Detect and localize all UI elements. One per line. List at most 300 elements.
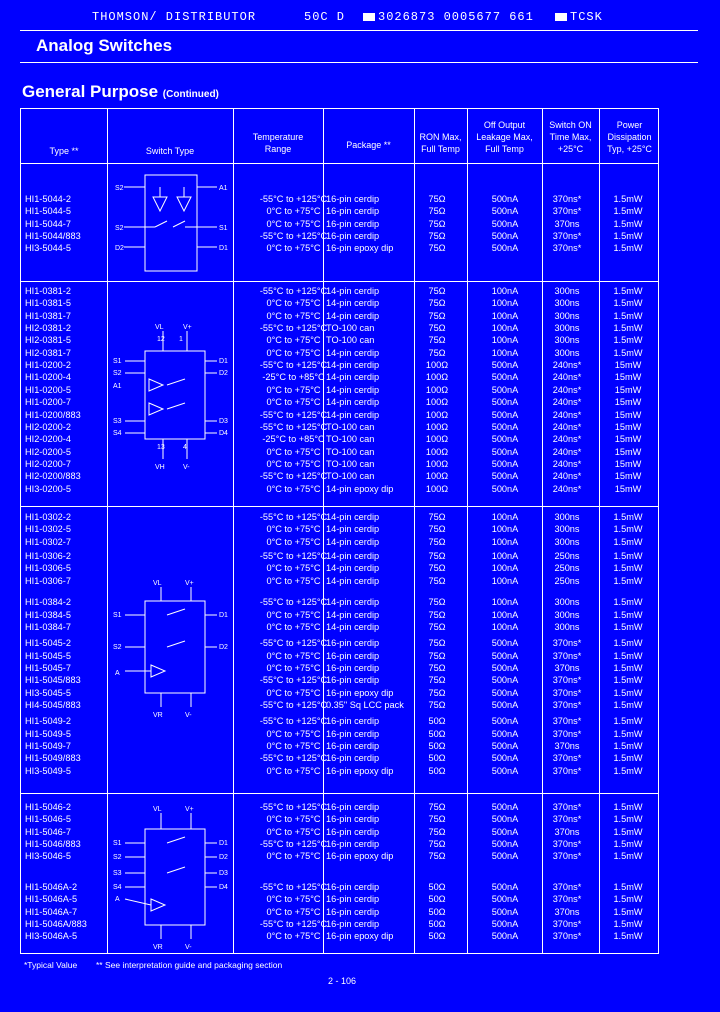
row-type: HI1-5049/883 — [25, 753, 81, 764]
row-switch-time: 300ns — [554, 335, 580, 346]
row-power: 1.5mW — [613, 638, 643, 649]
row-temp: 0°C to +75°C — [266, 931, 321, 942]
row-package: 16-pin cerdip — [326, 662, 380, 673]
svg-text:S2: S2 — [113, 854, 122, 861]
row-switch-time: 370ns* — [552, 728, 582, 739]
row-switch-time: 240ns* — [552, 458, 582, 469]
row-temp: 0°C to +75°C — [266, 650, 321, 661]
row-ron: 100Ω — [425, 483, 449, 494]
row-package: 16-pin epoxy dip — [326, 765, 394, 776]
row-package: 16-pin epoxy dip — [326, 687, 394, 698]
row-ron: 100Ω — [425, 397, 449, 408]
row-package: 14-pin cerdip — [326, 310, 380, 321]
row-switch-time: 300ns — [554, 323, 580, 333]
group-divider — [21, 281, 658, 282]
row-type: HI1-5049-7 — [25, 741, 71, 751]
row-temp: 0°C to +75°C — [266, 609, 321, 620]
row-leakage: 500nA — [491, 699, 519, 710]
pin-label-a1: A1 — [219, 185, 228, 192]
row-package: 16-pin cerdip — [326, 638, 380, 649]
row-package: 16-pin cerdip — [326, 675, 380, 686]
row-power: 15mW — [614, 421, 642, 432]
row-temp: -25°C to +85°C — [262, 434, 325, 445]
row-leakage: 100nA — [491, 310, 519, 321]
row-type: HI1-5046-2 — [25, 802, 71, 812]
row-switch-time: 300ns — [554, 286, 580, 296]
row-switch-time: 370ns* — [552, 931, 582, 942]
row-switch-time: 240ns* — [552, 483, 582, 494]
page-number: 2 - 106 — [328, 976, 357, 986]
row-power: 1.5mW — [613, 286, 643, 296]
row-leakage: 500nA — [491, 728, 519, 739]
row-type: HI3-0200-5 — [25, 483, 71, 494]
row-type: HI1-0200-5 — [25, 384, 71, 395]
row-power: 1.5mW — [613, 699, 643, 710]
row-leakage: 500nA — [491, 765, 519, 776]
row-power: 15mW — [614, 384, 642, 395]
row-temp: -55°C to +125°C — [259, 286, 328, 296]
row-temp: 0°C to +75°C — [266, 446, 321, 457]
row-package: 14-pin cerdip — [326, 512, 380, 522]
row-ron: 75Ω — [428, 575, 446, 586]
row-switch-time: 300ns — [554, 621, 580, 632]
row-leakage: 500nA — [491, 360, 519, 371]
row-package: 14-pin cerdip — [326, 384, 380, 395]
row-type: HI2-0200-5 — [25, 446, 71, 457]
row-temp: -55°C to +125°C — [259, 471, 328, 482]
row-temp: 0°C to +75°C — [266, 458, 321, 469]
row-type: HI1-5046-7 — [25, 826, 71, 837]
row-temp: -55°C to +125°C — [259, 360, 328, 371]
row-power: 1.5mW — [613, 524, 643, 535]
row-leakage: 100nA — [491, 512, 519, 522]
row-switch-time: 240ns* — [552, 397, 582, 408]
row-switch-time: 240ns* — [552, 360, 582, 371]
row-switch-time: 370ns* — [552, 765, 582, 776]
row-power: 1.5mW — [613, 931, 643, 942]
row-switch-time: 240ns* — [552, 421, 582, 432]
row-type: HI1-5049-2 — [25, 716, 71, 727]
row-temp: 0°C to +75°C — [266, 524, 321, 535]
row-ron: 75Ω — [428, 621, 446, 632]
row-package: 16-pin epoxy dip — [326, 243, 394, 254]
row-power: 1.5mW — [613, 894, 643, 905]
row-type: HI2-0381-2 — [25, 323, 71, 333]
row-ron: 75Ω — [428, 298, 446, 309]
row-switch-time: 240ns* — [552, 446, 582, 457]
row-ron: 100Ω — [425, 372, 449, 383]
row-power: 1.5mW — [613, 906, 643, 917]
row-package: 16-pin cerdip — [326, 753, 380, 764]
row-leakage: 500nA — [491, 206, 519, 217]
row-power: 1.5mW — [613, 536, 643, 547]
row-type: HI1-0200-7 — [25, 397, 71, 408]
svg-text:VH: VH — [155, 464, 165, 471]
row-leakage: 500nA — [491, 397, 519, 408]
row-ron: 75Ω — [428, 699, 446, 710]
row-leakage: 500nA — [491, 421, 519, 432]
row-switch-time: 370ns* — [552, 802, 582, 812]
row-switch-time: 300ns — [554, 609, 580, 620]
row-ron: 50Ω — [428, 716, 446, 727]
row-package: 16-pin cerdip — [326, 728, 380, 739]
svg-text:V+: V+ — [185, 806, 194, 813]
row-temp: -55°C to +125°C — [259, 716, 328, 727]
row-ron: 75Ω — [428, 551, 446, 562]
row-leakage: 500nA — [491, 839, 519, 850]
row-leakage: 500nA — [491, 231, 519, 241]
row-ron: 50Ω — [428, 753, 446, 764]
row-leakage: 500nA — [491, 384, 519, 395]
row-ron: 75Ω — [428, 650, 446, 661]
row-power: 1.5mW — [613, 512, 643, 522]
row-type: HI1-5046/883 — [25, 839, 81, 850]
row-power: 15mW — [614, 434, 642, 445]
row-leakage: 500nA — [491, 662, 519, 673]
row-package: 14-pin cerdip — [326, 286, 380, 296]
row-ron: 50Ω — [428, 728, 446, 739]
header-divider — [21, 163, 658, 164]
row-package: 16-pin cerdip — [326, 206, 380, 217]
row-ron: 75Ω — [428, 839, 446, 850]
row-temp: 0°C to +75°C — [266, 384, 321, 395]
header-left: THOMSON/ DISTRIBUTOR — [92, 10, 257, 24]
page-header — [92, 10, 692, 28]
row-temp: 0°C to +75°C — [266, 575, 321, 586]
row-power: 1.5mW — [613, 881, 643, 892]
row-switch-time: 370ns* — [552, 206, 582, 217]
row-temp: -55°C to +125°C — [259, 597, 328, 608]
row-temp: -55°C to +125°C — [259, 881, 328, 892]
row-leakage: 500nA — [491, 675, 519, 686]
row-leakage: 100nA — [491, 597, 519, 608]
row-switch-time: 370ns* — [552, 675, 582, 686]
row-power: 1.5mW — [613, 753, 643, 764]
row-power: 1.5mW — [613, 918, 643, 929]
row-ron: 75Ω — [428, 536, 446, 547]
svg-text:V+: V+ — [183, 324, 192, 331]
row-leakage: 500nA — [491, 471, 519, 482]
row-power: 1.5mW — [613, 728, 643, 739]
row-leakage: 500nA — [491, 741, 519, 751]
row-type: HI1-0384-7 — [25, 621, 71, 632]
footnote-packaging: ** See interpretation guide and packaging section — [96, 960, 283, 970]
row-leakage: 500nA — [491, 851, 519, 862]
row-switch-time: 370ns* — [552, 814, 582, 825]
row-power: 1.5mW — [613, 298, 643, 309]
row-type: HI1-0384-2 — [25, 597, 71, 608]
row-switch-time: 370ns* — [552, 839, 582, 850]
row-ron: 75Ω — [428, 638, 446, 649]
pin-label-d2: D2 — [115, 245, 124, 252]
row-switch-time: 370ns — [554, 218, 580, 229]
row-temp: -55°C to +125°C — [259, 675, 328, 686]
row-temp: -55°C to +125°C — [259, 194, 328, 204]
footnote-typical: *Typical Value — [24, 960, 78, 970]
row-leakage: 500nA — [491, 931, 519, 942]
row-package: 14-pin cerdip — [326, 536, 380, 547]
row-type: HI1-0384-5 — [25, 609, 71, 620]
row-power: 15mW — [614, 458, 642, 469]
svg-text:VL: VL — [155, 324, 164, 331]
row-power: 1.5mW — [613, 716, 643, 727]
row-leakage: 500nA — [491, 650, 519, 661]
svg-text:S3: S3 — [113, 418, 122, 425]
row-type: HI2-0200-2 — [25, 421, 71, 432]
row-ron: 50Ω — [428, 741, 446, 751]
row-type: HI2-0381-5 — [25, 335, 71, 346]
row-temp: 0°C to +75°C — [266, 662, 321, 673]
row-ron: 75Ω — [428, 597, 446, 608]
row-switch-time: 300ns — [554, 524, 580, 535]
row-switch-time: 300ns — [554, 310, 580, 321]
row-temp: 0°C to +75°C — [266, 335, 321, 346]
row-ron: 50Ω — [428, 765, 446, 776]
row-ron: 75Ω — [428, 310, 446, 321]
row-ron: 100Ω — [425, 446, 449, 457]
row-ron: 75Ω — [428, 218, 446, 229]
svg-text:D2: D2 — [219, 370, 228, 377]
row-power: 1.5mW — [613, 194, 643, 204]
row-ron: 50Ω — [428, 881, 446, 892]
row-leakage: 500nA — [491, 218, 519, 229]
col-divider — [467, 109, 468, 953]
row-type: HI1-0306-5 — [25, 563, 71, 574]
col-header-temp: Temperature Range — [252, 132, 304, 154]
row-temp: 0°C to +75°C — [266, 728, 321, 739]
row-type: HI1-0200-2 — [25, 360, 71, 371]
svg-text:S2: S2 — [113, 644, 122, 651]
row-switch-time: 370ns* — [552, 231, 582, 241]
row-temp: 0°C to +75°C — [266, 851, 321, 862]
row-package: 14-pin cerdip — [326, 360, 380, 371]
row-type: HI4-5045/883 — [25, 699, 81, 710]
row-type: HI1-0306-7 — [25, 575, 71, 586]
svg-text:A: A — [115, 670, 120, 677]
row-temp: 0°C to +75°C — [266, 894, 321, 905]
row-temp: 0°C to +75°C — [266, 536, 321, 547]
row-temp: -55°C to +125°C — [259, 839, 328, 850]
row-type: HI2-0200-7 — [25, 458, 71, 469]
row-ron: 50Ω — [428, 894, 446, 905]
row-type: HI1-5046A/883 — [25, 918, 87, 929]
row-package: 14-pin cerdip — [326, 563, 380, 574]
row-ron: 75Ω — [428, 687, 446, 698]
row-type: HI1-0381-7 — [25, 310, 71, 321]
row-ron: 75Ω — [428, 243, 446, 254]
row-ron: 50Ω — [428, 931, 446, 942]
row-type: HI1-0200-4 — [25, 372, 71, 383]
section-title: General Purpose (Continued) — [22, 82, 219, 101]
row-ron: 100Ω — [425, 421, 449, 432]
row-package: 16-pin cerdip — [326, 918, 380, 929]
group-divider — [21, 506, 658, 507]
row-temp: 0°C to +75°C — [266, 563, 321, 574]
row-switch-time: 250ns — [554, 575, 580, 586]
page-title: Analog Switches — [36, 36, 173, 55]
row-power: 15mW — [614, 360, 642, 371]
row-switch-time: 250ns — [554, 551, 580, 562]
row-package: 16-pin cerdip — [326, 814, 380, 825]
header-right: TCSK — [552, 10, 603, 24]
row-package: 14-pin cerdip — [326, 609, 380, 620]
col-header-ron: RON Max, Full Temp — [419, 132, 462, 154]
svg-text:S1: S1 — [113, 840, 122, 847]
row-package: 16-pin cerdip — [326, 218, 380, 229]
row-package: TO-100 can — [326, 471, 375, 482]
row-temp: -55°C to +125°C — [259, 231, 328, 241]
row-temp: 0°C to +75°C — [266, 298, 321, 309]
row-type: HI3-5044-5 — [25, 243, 71, 254]
row-power: 1.5mW — [613, 650, 643, 661]
pin-label-s2b: S2 — [115, 225, 124, 232]
row-ron: 75Ω — [428, 609, 446, 620]
square-mark-icon — [363, 13, 375, 21]
row-type: HI2-0200/883 — [25, 471, 81, 482]
row-switch-time: 240ns* — [552, 434, 582, 445]
col-header-switch: Switch Type — [145, 146, 195, 156]
row-leakage: 100nA — [491, 609, 519, 620]
row-package: 14-pin cerdip — [326, 372, 380, 383]
row-temp: 0°C to +75°C — [266, 826, 321, 837]
row-type: HI1-5046A-7 — [25, 906, 78, 917]
row-power: 15mW — [614, 483, 642, 494]
row-power: 1.5mW — [613, 231, 643, 241]
row-temp: 0°C to +75°C — [266, 206, 321, 217]
row-power: 1.5mW — [613, 765, 643, 776]
row-switch-time: 370ns — [554, 741, 580, 751]
row-power: 15mW — [614, 409, 642, 420]
row-package: 14-pin cerdip — [326, 551, 380, 562]
row-switch-time: 300ns — [554, 597, 580, 608]
row-package: TO-100 can — [326, 421, 375, 432]
svg-text:S1: S1 — [113, 612, 122, 619]
row-switch-time: 370ns* — [552, 716, 582, 727]
row-leakage: 100nA — [491, 298, 519, 309]
svg-text:D1: D1 — [219, 840, 228, 847]
row-switch-time: 370ns* — [552, 918, 582, 929]
group-divider — [21, 793, 658, 794]
row-temp: -55°C to +125°C — [259, 918, 328, 929]
row-leakage: 500nA — [491, 243, 519, 254]
row-leakage: 500nA — [491, 894, 519, 905]
col-header-power: Power Dissipation Typ, +25°C — [607, 120, 652, 154]
row-switch-time: 370ns* — [552, 699, 582, 710]
row-package: 16-pin cerdip — [326, 650, 380, 661]
row-type: HI3-5045-5 — [25, 687, 71, 698]
schematic-dpdt-5046 — [107, 799, 233, 949]
row-leakage: 500nA — [491, 753, 519, 764]
svg-text:13: 13 — [157, 444, 165, 451]
row-switch-time: 300ns — [554, 298, 580, 309]
svg-text:V+: V+ — [185, 580, 194, 587]
row-type: HI1-0200/883 — [25, 409, 81, 420]
row-power: 1.5mW — [613, 218, 643, 229]
row-leakage: 100nA — [491, 563, 519, 574]
row-switch-time: 370ns — [554, 906, 580, 917]
row-switch-time: 370ns — [554, 826, 580, 837]
row-type: HI1-0302-5 — [25, 524, 71, 535]
row-type: HI1-0306-2 — [25, 551, 71, 562]
col-header-type: Type ** — [49, 146, 79, 156]
row-switch-time: 370ns* — [552, 243, 582, 254]
switch-table — [20, 108, 659, 954]
row-temp: -25°C to +85°C — [262, 372, 325, 383]
row-leakage: 500nA — [491, 881, 519, 892]
row-leakage: 500nA — [491, 638, 519, 649]
row-package: 16-pin cerdip — [326, 802, 380, 812]
svg-text:D1: D1 — [219, 612, 228, 619]
svg-text:VL: VL — [153, 806, 162, 813]
row-package: 14-pin epoxy dip — [326, 483, 394, 494]
svg-text:A: A — [115, 896, 120, 903]
row-temp: 0°C to +75°C — [266, 621, 321, 632]
col-header-package: Package ** — [346, 140, 391, 150]
row-temp: 0°C to +75°C — [266, 347, 321, 358]
row-type: HI1-5045-7 — [25, 662, 71, 673]
row-temp: -55°C to +125°C — [259, 323, 328, 333]
row-ron: 75Ω — [428, 802, 446, 812]
row-temp: -55°C to +125°C — [259, 753, 328, 764]
svg-text:S4: S4 — [113, 884, 122, 891]
row-package: 14-pin cerdip — [326, 298, 380, 309]
row-type: HI1-5046A-2 — [25, 881, 78, 892]
row-switch-time: 370ns* — [552, 194, 582, 204]
svg-text:V-: V- — [185, 944, 192, 951]
row-package: 16-pin cerdip — [326, 906, 380, 917]
schematic-dual-spst-0381 — [107, 309, 233, 479]
row-power: 15mW — [614, 446, 642, 457]
square-mark-icon — [555, 13, 567, 21]
svg-text:D2: D2 — [219, 854, 228, 861]
row-leakage: 500nA — [491, 458, 519, 469]
svg-text:V-: V- — [183, 464, 190, 471]
row-type: HI1-5044-7 — [25, 218, 71, 229]
row-switch-time: 370ns* — [552, 687, 582, 698]
row-ron: 75Ω — [428, 286, 446, 296]
svg-text:D4: D4 — [219, 430, 228, 437]
row-leakage: 500nA — [491, 814, 519, 825]
row-type: HI2-0200-4 — [25, 434, 71, 445]
row-power: 1.5mW — [613, 335, 643, 346]
row-ron: 75Ω — [428, 206, 446, 217]
row-type: HI1-5044-2 — [25, 194, 71, 204]
row-ron: 75Ω — [428, 323, 446, 333]
row-power: 1.5mW — [613, 609, 643, 620]
row-switch-time: 370ns* — [552, 638, 582, 649]
schematic-dual-spst — [107, 167, 233, 277]
row-package: 14-pin cerdip — [326, 621, 380, 632]
row-type: HI1-5046-5 — [25, 814, 71, 825]
row-type: HI1-0381-5 — [25, 298, 71, 309]
row-temp: -55°C to +125°C — [259, 699, 328, 710]
svg-text:A1: A1 — [113, 383, 122, 390]
row-package: 16-pin cerdip — [326, 231, 380, 241]
row-ron: 75Ω — [428, 231, 446, 241]
section-note: (Continued) — [162, 89, 219, 100]
row-leakage: 500nA — [491, 716, 519, 727]
row-package: 16-pin epoxy dip — [326, 851, 394, 862]
svg-text:S3: S3 — [113, 870, 122, 877]
row-power: 1.5mW — [613, 310, 643, 321]
row-leakage: 100nA — [491, 524, 519, 535]
row-type: HI1-5045/883 — [25, 675, 81, 686]
row-power: 1.5mW — [613, 851, 643, 862]
row-temp: 0°C to +75°C — [266, 741, 321, 751]
row-ron: 100Ω — [425, 360, 449, 371]
row-ron: 75Ω — [428, 814, 446, 825]
svg-text:D3: D3 — [219, 418, 228, 425]
